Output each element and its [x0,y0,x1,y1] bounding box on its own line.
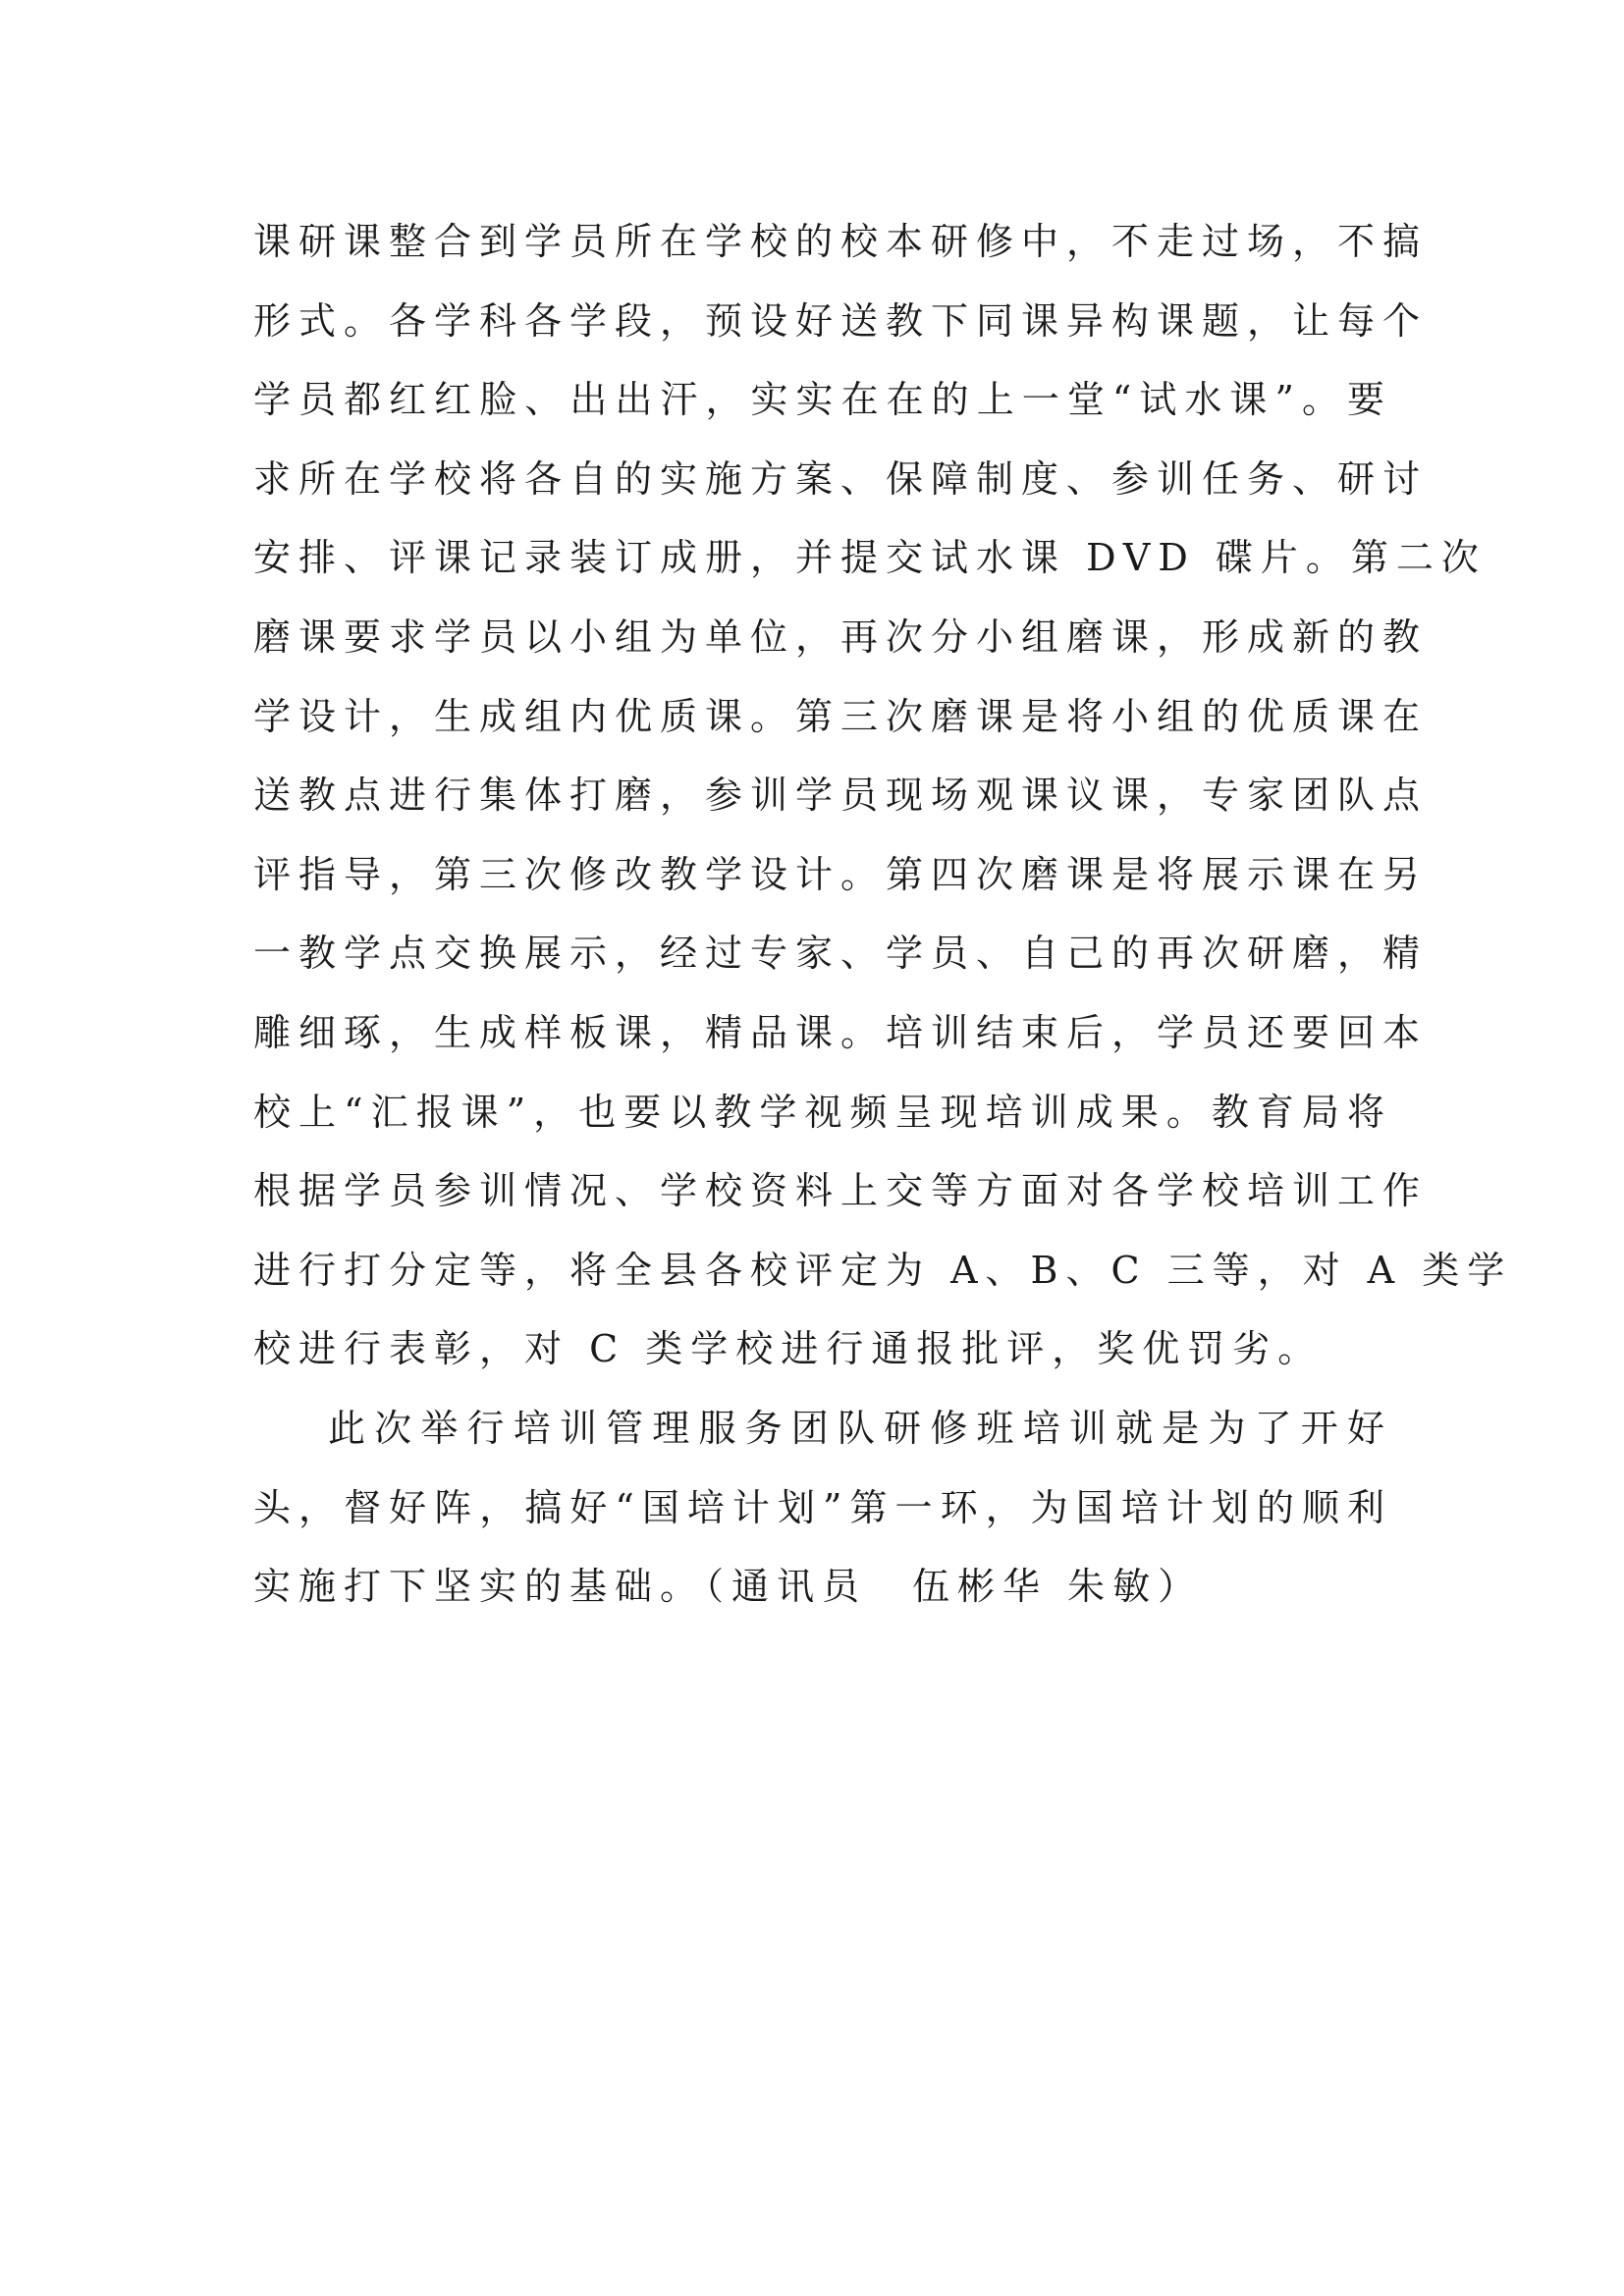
text-line: 进行打分定等，将全县各校评定为 A、B、C 三等，对 A 类学 [253,1248,1513,1292]
text-line: 一教学点交换展示，经过专家、学员、自己的再次研磨，精 [253,932,1429,976]
text-line: 实施打下坚实的基础。（通讯员 伍彬华 朱敏） [253,1565,1204,1609]
text-line: 头，督好阵，搞好“国培计划”第一环，为国培计划的顺利 [253,1485,1392,1529]
text-line: 磨课要求学员以小组为单位，再次分小组磨课，形成新的教 [253,614,1429,659]
text-line: 此次举行培训管理服务团队研修班培训就是为了开好 [328,1406,1392,1450]
text-line: 根据学员参训情况、学校资料上交等方面对各学校培训工作 [253,1169,1429,1213]
body-text [253,202,1513,1627]
text-line: 学设计，生成组内优质课。第三次磨课是将小组的优质课在 [253,694,1429,738]
paragraph-1 [253,202,1513,1389]
text-line: 评指导，第三次修改教学设计。第四次磨课是将展示课在另 [253,852,1429,896]
paragraph-2 [253,1389,1392,1627]
text-line: 学员都红红脸、出出汗，实实在在的上一堂“试水课”。要 [253,378,1392,422]
text-line: 雕细琢，生成样板课，精品课。培训结束后，学员还要回本 [253,1010,1429,1054]
text-line: 送教点进行集体打磨，参训学员现场观课议课，专家团队点 [253,774,1429,818]
text-line: 校进行表彰，对 C 类学校进行通报批评，奖优罚劣。 [253,1327,1324,1371]
text-line: 校上“汇报课”，也要以教学视频呈现培训成果。教育局将 [253,1090,1392,1134]
text-line: 课研课整合到学员所在学校的校本研修中，不走过场，不搞 [253,220,1429,263]
text-line: 安排、评课记录装订成册，并提交试水课 DVD 碟片。第二次 [253,536,1487,580]
text-line: 形式。各学科各学段，预设好送教下同课异构课题，让每个 [253,298,1429,343]
text-line: 求所在学校将各自的实施方案、保障制度、参训任务、研讨 [253,456,1429,501]
